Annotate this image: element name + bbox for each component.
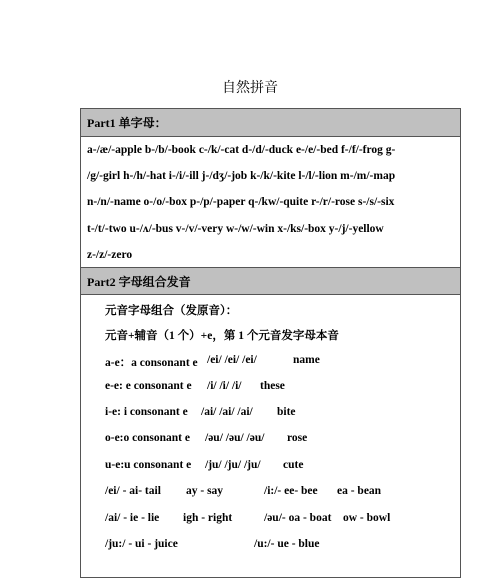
part1-line: n-/n/-name o-/o/-box p-/p/-paper q-/kw/-quite r-/r/-rose s-/s/-six: [87, 196, 395, 208]
pair-b: ay - say: [186, 485, 224, 497]
pair-b: igh - right: [183, 512, 233, 524]
part2-intro: 元音字母组合（发原音）：: [105, 305, 238, 317]
pair-a: /ju:/ - ui - juice: [105, 538, 178, 550]
rule-sound: /ai/ /ai/ /ai/: [201, 406, 253, 418]
rule-example: rose: [287, 432, 308, 444]
rule-sound: /i/ /i/ /i/: [207, 380, 242, 392]
rule-example: name: [293, 354, 320, 366]
phonics-table: [80, 108, 461, 578]
page-title: 自然拼音: [222, 80, 278, 96]
part1-header: Part1 单字母：: [81, 109, 460, 137]
pair-d: ea - bean: [337, 485, 382, 497]
rule-pattern: a-e：a consonant e: [105, 357, 198, 369]
part2-rule: 元音+辅音（1 个）+e，第 1 个元音发字母本音: [105, 330, 339, 342]
rule-pattern: u-e:u consonant e: [105, 459, 192, 471]
pair-a: /ai/ - ie - lie: [105, 512, 160, 524]
rule-pattern: e-e: e consonant e: [105, 380, 192, 392]
rule-example: these: [260, 380, 285, 392]
pair-a: /ei/ - ai- tail: [105, 485, 161, 497]
pair-c: /əu/- oa - boat: [264, 512, 332, 524]
rule-example: bite: [277, 406, 296, 418]
part1-line: a-/æ/-apple b-/b/-book c-/k/-cat d-/d/-duck e-/e/-bed f-/f/-frog g-: [87, 144, 396, 156]
rule-example: cute: [283, 459, 304, 471]
part1-line: /g/-girl h-/h/-hat i-/i/-ill j-/dʒ/-job k-/k/-kite l-/l/-lion m-/m/-map: [87, 170, 396, 182]
pair-d: ow - bowl: [343, 512, 391, 524]
rule-sound: /ei/ /ei/ /ei/: [207, 354, 257, 366]
rule-sound: /ju/ /ju/ /ju/: [205, 459, 261, 471]
rule-pattern: i-e: i consonant e: [105, 406, 188, 418]
pair-c: /u:/- ue - blue: [254, 538, 320, 550]
rule-pattern: o-e:o consonant e: [105, 432, 190, 444]
part2-header: Part2 字母组合发音: [81, 267, 460, 295]
part1-line: z-/z/-zero: [87, 249, 133, 261]
part1-line: t-/t/-two u-/ʌ/-bus v-/v/-very w-/w/-win x-/ks/-box y-/j/-yellow: [87, 223, 384, 235]
rule-sound: /əu/ /əu/ /əu/: [205, 432, 265, 444]
pair-c: /i:/- ee- bee: [264, 485, 318, 497]
